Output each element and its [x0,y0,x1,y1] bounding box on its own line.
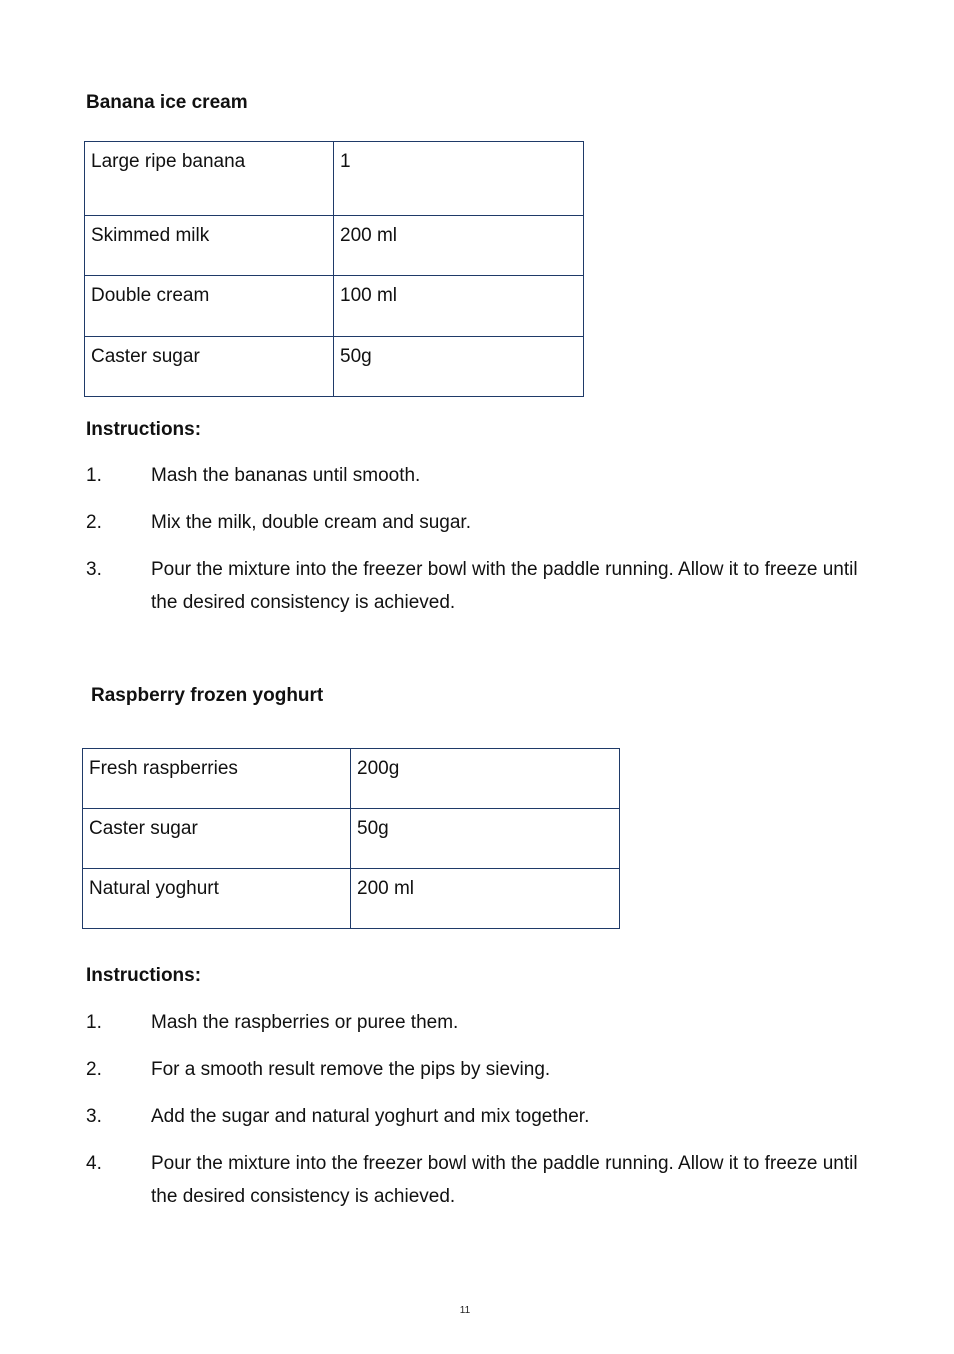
step-text: Pour the mixture into the freezer bowl with the paddle running. Allow it to freeze until the desired consistency is achieved. [151,1153,858,1207]
list-item [86,1147,866,1213]
table-row [85,276,584,337]
instructions-label: Instructions: [86,965,202,986]
ingredient-amount: 1 [334,142,584,216]
step-number: 2. [86,1059,102,1080]
ingredient-amount: 50g [351,809,620,869]
step-number: 1. [86,465,102,486]
ingredient-amount: 200 ml [351,869,620,929]
list-item [86,553,866,619]
ingredients-table-raspberry [82,748,620,929]
recipe-title-raspberry: Raspberry frozen yoghurt [91,685,324,706]
table-row [85,216,584,276]
list-item [86,459,866,492]
ingredient-amount: 200g [351,749,620,809]
instructions-list-raspberry [86,1006,866,1213]
list-item [86,1053,866,1086]
step-number: 3. [86,559,102,580]
instructions-label: Instructions: [86,419,202,440]
table-row [85,142,584,216]
step-number: 3. [86,1106,102,1127]
ingredient-name: Double cream [85,276,334,337]
ingredient-name: Fresh raspberries [83,749,351,809]
table-row [83,869,620,929]
step-text: Mash the bananas until smooth. [151,465,421,486]
step-text: Mash the raspberries or puree them. [151,1012,459,1033]
step-text: Pour the mixture into the freezer bowl with the paddle running. Allow it to freeze until the desired consistency is achieved. [151,559,858,613]
step-text: Add the sugar and natural yoghurt and mix together. [151,1106,590,1127]
ingredient-name: Skimmed milk [85,216,334,276]
ingredients-table-banana [84,141,584,397]
list-item [86,1006,866,1039]
step-number: 1. [86,1012,102,1033]
ingredient-amount: 50g [334,337,584,397]
recipe-title-banana: Banana ice cream [86,92,248,113]
ingredient-name: Large ripe banana [85,142,334,216]
ingredient-name: Natural yoghurt [83,869,351,929]
table-row [85,337,584,397]
ingredient-amount: 100 ml [334,276,584,337]
instructions-list-banana [86,459,866,619]
ingredient-amount: 200 ml [334,216,584,276]
page-number: 11 [459,1305,471,1316]
step-text: For a smooth result remove the pips by sieving. [151,1059,551,1080]
table-row [83,809,620,869]
table-row [83,749,620,809]
step-text: Mix the milk, double cream and sugar. [151,512,471,533]
list-item [86,506,866,539]
step-number: 2. [86,512,102,533]
ingredient-name: Caster sugar [85,337,334,397]
ingredient-name: Caster sugar [83,809,351,869]
list-item [86,1100,866,1133]
step-number: 4. [86,1153,102,1174]
